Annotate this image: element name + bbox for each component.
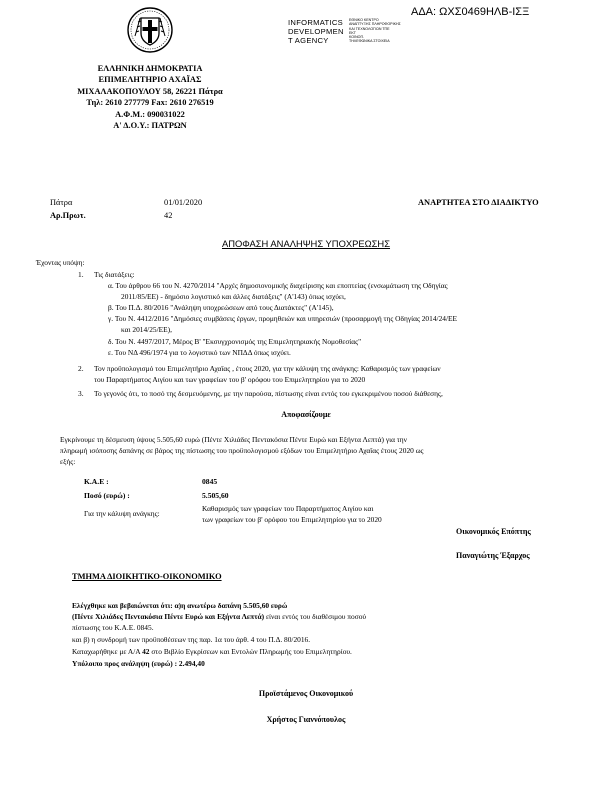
verification-line: Ελέγχθηκε και βεβαιώνεται ότι: α)η ανωτέρω δαπάνη 5.505,60 ευρώ	[72, 601, 288, 610]
verification-text: είναι εντός του διαθέσιμου ποσού	[264, 612, 367, 621]
provision-line: α. Του άρθρου 66 του Ν. 4270/2014 "Αρχές δημοσιονομικής διαχείρισης και εποπτείας (ενσωμάτωση της Οδηγίας	[108, 281, 448, 290]
amount-in-words: (Πέντε Χιλιάδες Πεντακόσια Πέντε Ευρώ και Εξήντα Λεπτά)	[72, 612, 265, 621]
item-text: Τον προϋπολογισμό του Επιμελητήριο Αχαΐας , έτους 2020, για την κάλυψη της ανάγκης: Καθαρισμός των γραφείων	[94, 364, 441, 373]
kae-value: 0845	[202, 477, 218, 486]
issuer-line: ΕΠΙΜΕΛΗΤΗΡΙΟ ΑΧΑΪΑΣ	[98, 75, 202, 85]
item-number: 1.	[78, 270, 84, 279]
item-number: 2.	[78, 364, 84, 373]
approval-line: εξής:	[60, 457, 76, 466]
agency-logo-greek-text	[349, 18, 401, 44]
decision-heading: Αποφασίζουμε	[281, 410, 331, 419]
greek-coat-of-arms-icon	[126, 6, 174, 54]
logo-line: DEVELOPMEN	[288, 27, 344, 36]
logo-line: T AGENCY	[288, 36, 329, 45]
provision-line: β. Του Π.Δ. 80/2016 "Ανάληψη υποχρεώσεων από τους Διατάκτες" (Α'145),	[108, 303, 334, 312]
provision-line: ε. Του ΝΔ 496/1974 για το λογιστικό των ΝΠΔΔ όπως ισχύει.	[108, 348, 291, 357]
document-title-text: ΑΠΟΦΑΣΗ ΑΝΑΛΗΨΗΣ ΥΠΟΧΡΕΩΣΗΣ	[221, 238, 391, 249]
approval-line: πληρωμή ισόποσης δαπάνης σε βάρος της πίστωσης του προϋπολογισμού εξόδων του Επιμελητήριο Αχαΐας έτους 2020 ως	[60, 446, 424, 455]
balance-value: 2.494,40	[178, 659, 205, 668]
balance-label: Υπόλοιπο προς ανάληψη (ευρώ) :	[72, 659, 178, 668]
logo-greek-line: ΕΚΤ	[349, 30, 356, 35]
logo-greek-line: ΚΟΙΝΟΠ.	[349, 35, 365, 40]
need-text: Καθαρισμός των γραφείων του Παραρτήματος Αιγίου και	[202, 504, 374, 513]
approval-line: Εγκρίνουμε τη δέσμευση ύψους 5.505,60 ευρώ (Πέντε Χιλιάδες Πεντακόσια Πέντε Ευρώ και Εξήντα Λεπτά) για την	[60, 435, 407, 444]
final-signatory-name: Χρήστος Γιαννόπουλος	[266, 715, 346, 724]
agency-logo-text	[288, 18, 344, 45]
verification-line: πίστωσης του Κ.Α.Ε. 0845.	[72, 623, 154, 632]
logo-greek-line: ΕΘΝΙΚΟ ΚΕΝΤΡΟ	[349, 18, 379, 22]
logo-greek-line: ΤΗΛΕΦΩΝΙΚΑ ΣΤΟΙΧΕΙΑ	[349, 39, 390, 44]
intro-text: Έχοντας υπόψη:	[36, 258, 85, 267]
registration-line	[72, 647, 352, 656]
place-label: Πάτρα	[50, 198, 73, 207]
registration-text: στο Βιβλίο Εγκρίσεων και Εντολών Πληρωμής του Επιμελητηρίου.	[149, 647, 352, 656]
protocol-label: Αρ.Πρωτ.	[50, 211, 86, 220]
verification-line	[72, 612, 366, 621]
post-online-label: ΑΝΑΡΤΗΤΕΑ ΣΤΟ ΔΙΑΔΙΚΤΥΟ	[418, 198, 539, 207]
document-title	[0, 238, 612, 249]
signatory-name: Παναγιώτης Έξαρχος	[456, 551, 530, 560]
issuer-block	[40, 63, 260, 131]
item-text: Το γεγονός ότι, το ποσό της δεσμευόμενης, με την παρούσα, πίστωσης είναι εντός του εγκεκριμένου ποσού διάθεσης,	[94, 389, 443, 398]
logo-line: INFORMATICS	[288, 18, 344, 27]
item-text: Τις διατάξεις:	[94, 270, 135, 279]
need-label: Για την κάλυψη ανάγκης:	[84, 509, 160, 518]
logo-greek-line: ΚΑΙ ΤΕΧΝΟΛΟΓΙΩΝ ΤΠΕ	[349, 26, 390, 31]
final-signatory-role: Προϊστάμενος Οικονομικού	[258, 689, 354, 698]
issuer-line: ΜΙΧΑΛΑΚΟΠΟΥΛΟΥ 58, 26221 Πάτρα	[77, 86, 223, 96]
document-date: 01/01/2020	[164, 198, 203, 207]
registration-text: Καταχωρήθηκε με Α/Α	[72, 647, 143, 656]
provision-line: και 2014/25/ΕΕ),	[121, 325, 172, 334]
balance-line	[72, 659, 205, 668]
provision-line: δ. Του Ν. 4497/2017, Μέρος Β' "Εκσυγχρονισμός της Επιμελητηριακής Νομοθεσίας"	[108, 337, 362, 346]
ada-code: ΑΔΑ: ΩΧΣ0469ΗΛΒ-ΙΣΞ	[411, 6, 530, 18]
issuer-line: Α' Δ.Ο.Υ.: ΠΑΤΡΩΝ	[113, 121, 187, 131]
amount-label: Ποσό (ευρώ) :	[84, 491, 130, 500]
protocol-number: 42	[164, 211, 173, 220]
kae-label: Κ.Α.Ε :	[84, 477, 109, 486]
registration-number: 42	[142, 647, 150, 656]
issuer-line: ΕΛΛΗΝΙΚΗ ΔΗΜΟΚΡΑΤΙΑ	[97, 64, 203, 73]
need-text: των γραφείων του β' ορόφου του Επιμελητηρίου για το 2020	[202, 515, 382, 524]
item-number: 3.	[78, 389, 84, 398]
item-text: του Παραρτήματος Αιγίου και των γραφείων του β' ορόφου του Επιμελητηρίου για το 2020	[94, 375, 366, 384]
department-title: ΤΜΗΜΑ ΔΙΟΙΚΗΤΙΚΟ-ΟΙΚΟΝΟΜΙΚΟ	[72, 572, 222, 581]
amount-value: 5.505,60	[202, 491, 229, 500]
issuer-line: Α.Φ.Μ.: 090031022	[115, 109, 185, 119]
provision-line: 2011/85/ΕΕ) - δημόσιο λογιστικό και άλλες διατάξεις" (Α'143) όπως ισχύει,	[121, 292, 346, 301]
verification-line: και β) η συνδρομή των προϋποθέσεων της παρ. 1α του άρθ. 4 του Π.Δ. 80/2016.	[72, 635, 311, 644]
issuer-line: Τηλ: 2610 277779 Fax: 2610 276519	[86, 98, 214, 108]
signatory-role: Οικονομικός Επόπτης	[456, 527, 531, 536]
logo-greek-line: ΑΝΑΠΤΥΞΗΣ ΠΛΗΡΟΦΟΡΙΚΗΣ	[349, 22, 401, 27]
provision-line: γ. Του Ν. 4412/2016 "Δημόσιες συμβάσεις έργων, προμηθειών και υπηρεσιών (προσαρμογή της Οδηγίας 2014/24/ΕΕ	[108, 314, 458, 323]
